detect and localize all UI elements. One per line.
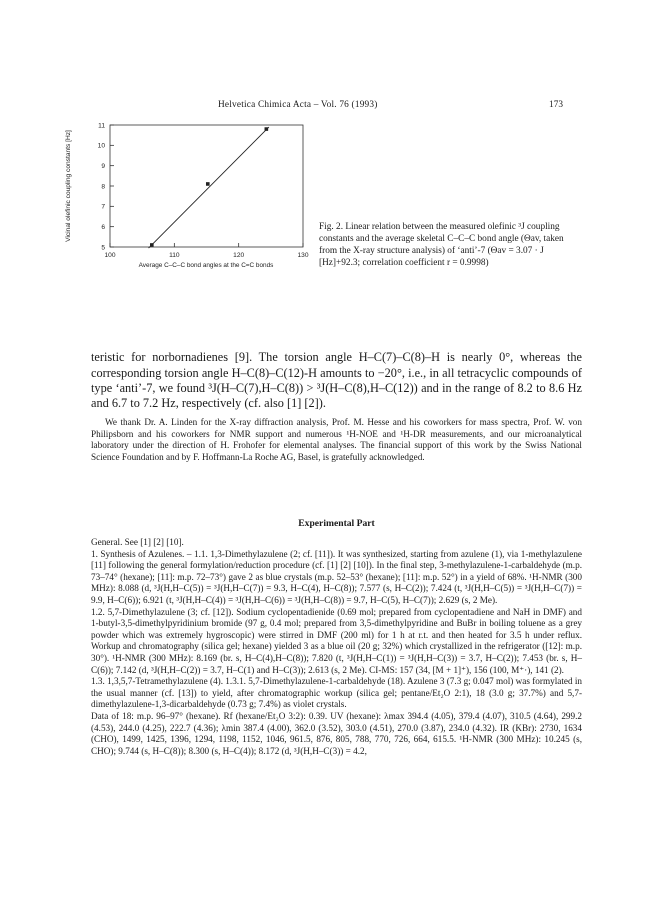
x-tick-label: 100 [104, 252, 116, 259]
x-axis-label: Average C–C–C bond angles at the C=C bonds [138, 262, 274, 269]
y-axis-label: Vicinal olefinic coupling constants [Hz] [65, 130, 72, 242]
section-title: Experimental Part [298, 518, 375, 529]
exp-paragraph-2: 1.2. 5,7-Dimethylazulene (3; cf. [12]). Sodium cyclopentadienide (0.69 mol; prepared from cyclopentadiene and NaH in DMF) and 1-butyl-3,5-dimethylpyridinium bromide (97 g, 0.4 mol; prepared from 3,5-dimethylpyridine and BuBr in boiling toluene as a grey powder which was extremely hygroscopic) were stirred in DMF (200 ml) for 1 h at r.t. and then heated for 3.5 h under reflux. Workup and chromatography (silica gel; hexane) yielded 3 as a blue oil (20 g; 32%) which crystallized in the refrigerator ([12]: m.p. 30°). ¹H-NMR (300 MHz): 8.169 (br. s, H–C(4),H–C(8)); 7.820 (t, ³J(H,H–C(1)) = ³J(H,H–C(3)) = 3.7, H–C(2)); 7.453 (br. s, H–C(6)); 7.142 (d, ³J(H,H–C(2)) = 3.7, H–C(1) and H–C(3)); 2.613 (s, 2 Me). CI-MS: 157 (34, [M + 1]⁺), 156 (100, M⁺·), 141 (2). [91, 606, 582, 675]
experimental-text [91, 537, 582, 757]
x-tick-label: 110 [169, 252, 180, 259]
general-note: General. See [1] [2] [10]. [91, 537, 184, 547]
body-paragraph: teristic for norbornadienes [9]. The torsion angle H–C(7)–C(8)–H is nearly 0°, whereas the corresponding torsion angle H–C(8)–C(12)-H amounts to −20°, i.e., in all tetracyclic compounds of type ‘anti’-7, we found ³J(H–C(7),H–C(8)) > ³J(H–C(8),H–C(12)) and in the range of 8.2 to 8.6 Hz and 6.7 to 7.2 Hz, respectively (cf. also [1] [2]). [91, 350, 582, 410]
y-tick-label: 10 [97, 142, 105, 150]
plot-frame [110, 125, 303, 247]
chart-svg [65, 118, 314, 270]
y-tick-label: 8 [101, 183, 105, 191]
journal-title: Helvetica Chimica Acta – Vol. 76 (1993) [218, 100, 378, 110]
page-number: 173 [549, 100, 563, 110]
y-tick-label: 9 [101, 162, 105, 170]
x-tick-label: 130 [297, 252, 309, 259]
exp-paragraph-3: 1.3. 1,3,5,7-Tetramethylazulene (4). 1.3.1. 5,7-Dimethylazulene-1-carbaldehyde (18). Azulene 3 (7.3 g; 0.047 mol) was formylated in the usual manner (cf. [13]) to yield, after chromatographic workup (silica gel; pentane/Et₂O 2:1), 18 (3.0 g; 37.7%) and 5,7-dimethylazulene-1,3-dicarbaldehyde (0.73 g; 7.4%) as violet crystals. [91, 676, 582, 710]
acknowledgement: We thank Dr. A. Linden for the X-ray diffraction analysis, Prof. M. Hesse and his coworkers for mass spectra, Prof. W. von Philipsborn and his coworkers for NMR support and numerous ¹H-NOE and ¹H-DR measurements, and our microanalytical laboratory under the direction of H. Frohofer for elemental analyses. The financial support of this work by the Swiss National Science Foundation and by F. Hoffmann-La Roche AG, Basel, is gratefully acknowledged. [91, 417, 582, 462]
figure-2-chart [65, 118, 314, 275]
data-point [265, 127, 269, 131]
x-tick-label: 120 [233, 252, 245, 259]
data-point [206, 182, 210, 186]
regression-line [149, 127, 269, 248]
y-tick-label: 11 [98, 122, 105, 130]
exp-paragraph-1: 1. Synthesis of Azulenes. – 1.1. 1,3-Dimethylazulene (2; cf. [11]). It was synthesized, starting from azulene (1), via 1-methylazulene [11] following the general formylation/reduction procedure (cf. [1] [2] [10]). In the final step, 3-methylazulene-1-carbaldehyde (m.p. 73–74° (hexane); [11]: m.p. 72–73°) gave 2 as blue crystals (m.p. 52–53° (hexane); [11]: m.p. 52°) in a yield of 68%. ¹H-NMR (300 MHz): 8.088 (d, ³J(H,H–C(5)) = ³J(H,H–C(7)) = 9.3, H–C(4), H–C(8)); 7.577 (s, H–C(2)); 7.424 (t, ³J(H,H–C(5)) = ³J(H,H–C(7)) = 9.9, H–C(6)); 6.921 (t, ³J(H,H–C(4)) = ³J(H,H–C(6)) = ³J(H,H–C(8)) = 9.7, H–C(5), H–C(7)); 2.629 (s, 2 Me). [91, 548, 582, 605]
exp-paragraph-4: Data of 18: m.p. 96–97° (hexane). Rf (hexane/Et₂O 3:2): 0.39. UV (hexane): λmax 394.4 (4.05), 379.4 (4.07), 310.5 (4.64), 299.2 (4.53), 244.0 (4.25), 222.7 (4.36); λmin 387.4 (4.00), 362.0 (3.52), 303.0 (4.51), 270.0 (3.87), 234.0 (4.32). IR (KBr): 2730, 1634 (CHO), 1499, 1425, 1396, 1294, 1198, 1152, 1046, 961.5, 876, 805, 788, 770, 726, 664, 615.5. ¹H-NMR (300 MHz): 10.245 (s, CHO); 9.744 (s, H–C(8)); 8.300 (s, H–C(4)); 8.172 (d, ³J(H,H–C(3)) = 4.2, [91, 710, 582, 756]
y-tick-label: 5 [101, 244, 105, 252]
y-tick-label: 7 [101, 203, 105, 211]
figure-caption: Fig. 2. Linear relation between the measured olefinic ³J coupling constants and the average skeletal C–C–C bond angle (Θav, taken from the X-ray structure analysis) of ‘anti’-7 (Θav = 3.07 · J [Hz]+92.3; correlation coefficient r = 0.9998) [319, 222, 564, 268]
y-tick-label: 6 [101, 223, 105, 231]
running-header [0, 100, 657, 114]
data-point [150, 243, 154, 247]
